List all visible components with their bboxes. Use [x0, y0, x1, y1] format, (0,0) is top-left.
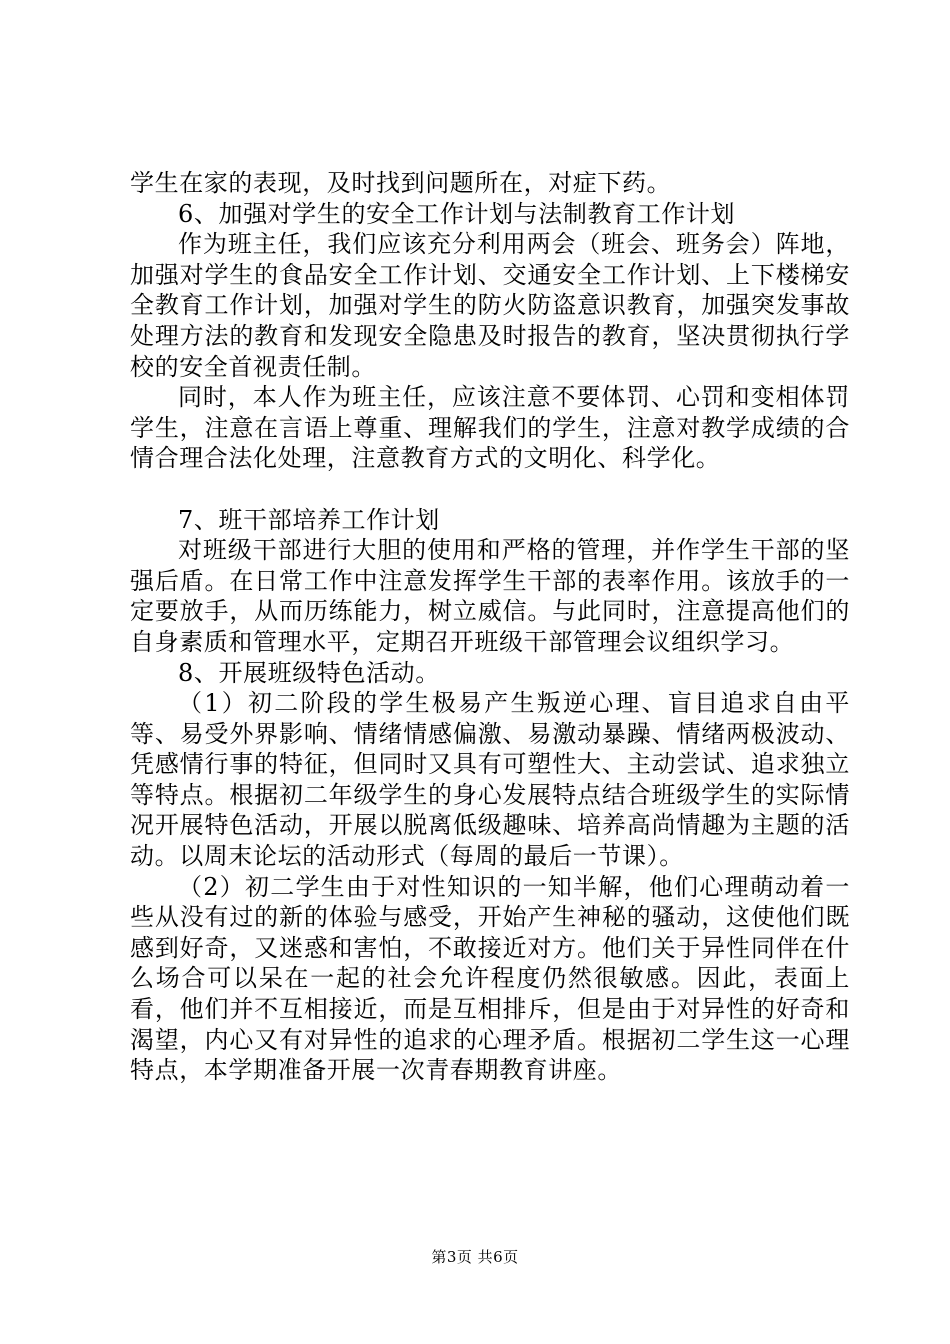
paragraph-continuation: 学生在家的表现，及时找到问题所在，对症下药。: [130, 169, 672, 197]
section-heading-safety: 6、加强对学生的安全工作计划与法制教育工作计划: [178, 199, 736, 228]
paragraph-teacher-conduct: 同时，本人作为班主任，应该注意不要体罚、心罚和变相体罚学生，注意在言语上尊重、理解我们的学生，注意对教学成绩的合情合理合法化处理，注意教育方式的文明化、科学化。: [130, 383, 850, 473]
section-heading-activities: 8、开展班级特色活动。: [178, 658, 440, 687]
blank-line: [130, 474, 850, 505]
document-body: [130, 168, 850, 1086]
page-number-footer: 第3页 共6页: [431, 1248, 519, 1266]
paragraph-safety-plan: 作为班主任，我们应该充分利用两会（班会、班务会）阵地，加强对学生的食品安全工作计划、交通安全工作计划、上下楼梯安全教育工作计划，加强对学生的防火防盗意识教育，加强突发事故处理方法的教育和发现安全隐患及时报告的教育，坚决贯彻执行学校的安全首视责任制。: [130, 230, 850, 381]
paragraph-class-cadre: 对班级干部进行大胆的使用和严格的管理，并作学生干部的坚强后盾。在日常工作中注意发挥学生干部的表率作用。该放手的一定要放手，从而历练能力，树立威信。与此同时，注意提高他们的自身素质和管理水平，定期召开班级干部管理会议组织学习。: [130, 536, 850, 656]
paragraph-activity-2: （2）初二学生由于对性知识的一知半解，他们心理萌动着一些从没有过的新的体验与感受，开始产生神秘的骚动，这使他们既感到好奇，又迷惑和害怕，不敢接近对方。他们关于异性同伴在什么场合可以呆在一起的社会允许程度仍然很敏感。因此，表面上看，他们并不互相接近，而是互相排斥，但是由于对异性的好奇和渴望，内心又有对异性的追求的心理矛盾。根据初二学生这一心理特点，本学期准备开展一次青春期教育讲座。: [130, 872, 850, 1085]
paragraph-activity-1: （1）初二阶段的学生极易产生叛逆心理、盲目追求自由平等、易受外界影响、情绪情感偏激、易激动暴躁、情绪两极波动、凭感情行事的特征，但同时又具有可塑性大、主动尝试、追求独立等特点。根据初二年级学生的身心发展特点结合班级学生的实际情况开展特色活动，开展以脱离低级趣味、培养高尚情趣为主题的活动。以周末论坛的活动形式（每周的最后一节课）。: [130, 689, 850, 871]
section-heading-class-cadre: 7、班干部培养工作计划: [178, 505, 440, 534]
